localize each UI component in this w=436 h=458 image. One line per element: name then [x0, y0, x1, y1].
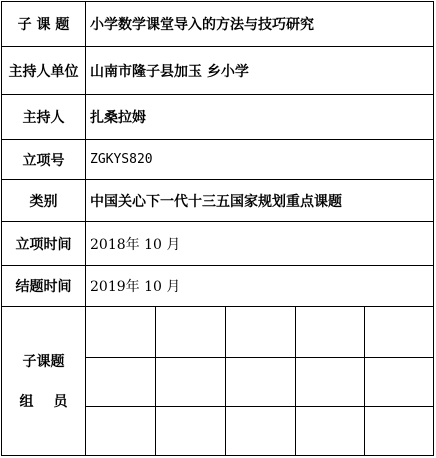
project-info-form [1, 1, 434, 456]
project-number-row [2, 140, 433, 180]
subtopic-row [2, 2, 433, 47]
host-label: 主持人 [2, 95, 86, 139]
project-number-value: ZGKYS820 [90, 152, 153, 167]
category-row [2, 180, 433, 222]
member-cell[interactable] [226, 407, 296, 455]
completion-date-value: 2019年 10 月 [90, 279, 181, 295]
member-cell[interactable] [86, 407, 156, 455]
host-row [2, 95, 433, 140]
members-label-line1: 子课题 [22, 354, 65, 370]
approval-date-row [2, 222, 433, 266]
category-value: 中国关心下一代十三五国家规划重点课题 [90, 193, 342, 210]
approval-date-label: 立项时间 [2, 222, 86, 265]
category-label: 类别 [2, 180, 86, 221]
member-cell[interactable] [226, 307, 296, 358]
host-unit-row [2, 47, 433, 95]
member-cell[interactable] [156, 407, 226, 455]
member-cell[interactable] [365, 407, 433, 455]
completion-date-row [2, 266, 433, 307]
host-unit-label: 主持人单位 [2, 47, 86, 94]
subtopic-value: 小学数学课堂导入的方法与技巧研究 [90, 17, 314, 33]
members-row [2, 307, 433, 455]
approval-date-value: 2018年 10 月 [90, 236, 181, 253]
host-value: 扎桑拉姆 [90, 110, 146, 126]
completion-date-label: 结题时间 [2, 266, 86, 306]
member-cell[interactable] [365, 307, 433, 358]
members-label-line2: 组员 [19, 394, 88, 410]
members-label [2, 307, 86, 455]
host-unit-value: 山南市隆子县加玉 乡小学 [90, 63, 249, 80]
project-number-label: 立项号 [2, 140, 86, 179]
member-cell[interactable] [156, 358, 226, 407]
member-cell[interactable] [86, 358, 156, 407]
member-cell[interactable] [365, 358, 433, 407]
member-cell[interactable] [86, 307, 156, 358]
member-cell[interactable] [296, 307, 365, 358]
member-cell[interactable] [296, 407, 365, 455]
member-cell[interactable] [296, 358, 365, 407]
members-grid [86, 307, 433, 455]
member-cell[interactable] [226, 358, 296, 407]
subtopic-label: 子 课 题 [2, 2, 86, 46]
member-cell[interactable] [156, 307, 226, 358]
